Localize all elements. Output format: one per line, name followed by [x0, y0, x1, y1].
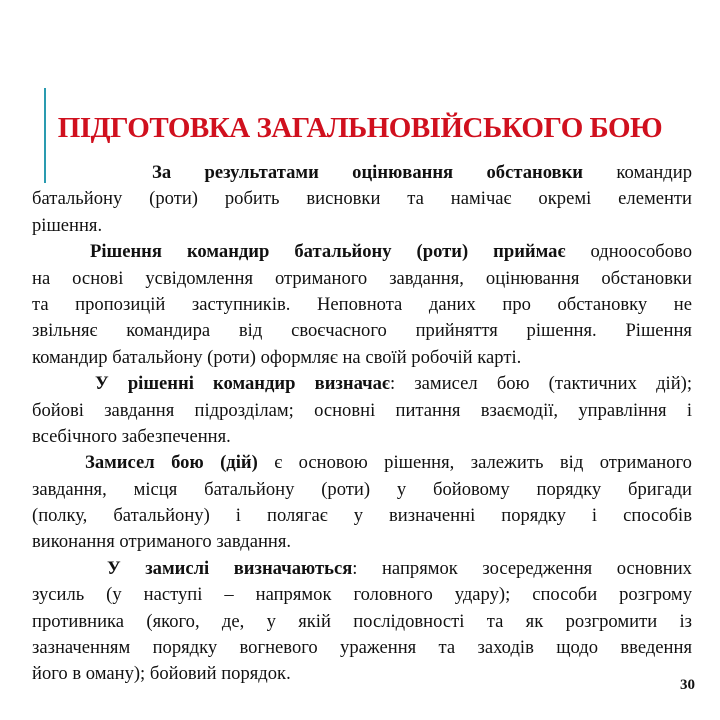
text-line [32, 424, 692, 450]
text-line [32, 450, 692, 476]
text-line [32, 477, 692, 503]
text-run: завдання, місця батальйону (роти) у бойовому порядку бригади [32, 478, 692, 500]
text-line [32, 582, 692, 608]
text-run: та пропозицій заступників. Неповнота даних про обстановку не [32, 293, 692, 315]
text-line [32, 371, 692, 397]
text-line [32, 556, 692, 582]
text-line [32, 503, 692, 529]
text-run: батальйону (роти) робить висновки та намічає окремі елементи [32, 188, 692, 210]
text-run: противника (якого, де, у якій послідовності та як розгромити із [32, 610, 692, 632]
text-line [32, 213, 692, 239]
text-run: всебічного забезпечення. [32, 425, 231, 447]
text-run: зазначенням порядку вогневого ураження та заходів щодо введення [32, 637, 692, 659]
text-line [32, 266, 692, 292]
text-run: одноособово [565, 241, 692, 263]
text-run: зусиль (у наступі – напрямок головного удару); способи розгрому [32, 584, 692, 606]
text-run: є основою рішення, залежить від отриманого [257, 452, 692, 474]
text-run: бойові завдання підрозділам; основні питання взаємодії, управління і [32, 399, 692, 421]
slide-body-text [32, 160, 692, 688]
bold-phrase: У рішенні командир визначає [95, 373, 390, 395]
text-run: (полку, батальйону) і полягає у визначенні порядку і способів [32, 505, 692, 527]
text-line [32, 239, 692, 265]
text-line [32, 186, 692, 212]
page-number: 30 [680, 677, 695, 693]
text-line [32, 318, 692, 344]
bold-phrase: У замислі визначаються [107, 557, 353, 579]
text-run: на основі усвідомлення отриманого завдання, оцінювання обстановки [32, 267, 692, 289]
text-run: рішення. [32, 214, 103, 236]
text-line [32, 661, 692, 687]
text-line [32, 529, 692, 555]
text-run: : замисел бою (тактичних дій); [389, 373, 692, 395]
text-run: звільняє командира від своєчасного прийняття рішення. Рішення [32, 320, 692, 342]
text-run: командир [583, 162, 692, 183]
text-line [32, 609, 692, 635]
bold-phrase: Рішення командир батальйону (роти) приймає [90, 241, 566, 263]
text-run: командир батальйону (роти) оформляє на своїй робочій карті. [32, 346, 522, 368]
bold-phrase: За результатами оцінювання обстановки [152, 162, 584, 183]
text-line [32, 635, 692, 661]
text-line [32, 160, 692, 186]
text-line [32, 292, 692, 318]
slide-title: ПІДГОТОВКА ЗАГАЛЬНОВІЙСЬКОГО БОЮ [57, 112, 663, 144]
text-run: його в оману); бойовий порядок. [32, 663, 291, 685]
text-run: : напрямок зосередження основних [352, 557, 692, 579]
text-line [32, 398, 692, 424]
text-line [32, 345, 692, 371]
bold-phrase: Замисел бою (дій) [85, 452, 258, 474]
text-run: виконання отриманого завдання. [32, 531, 292, 553]
